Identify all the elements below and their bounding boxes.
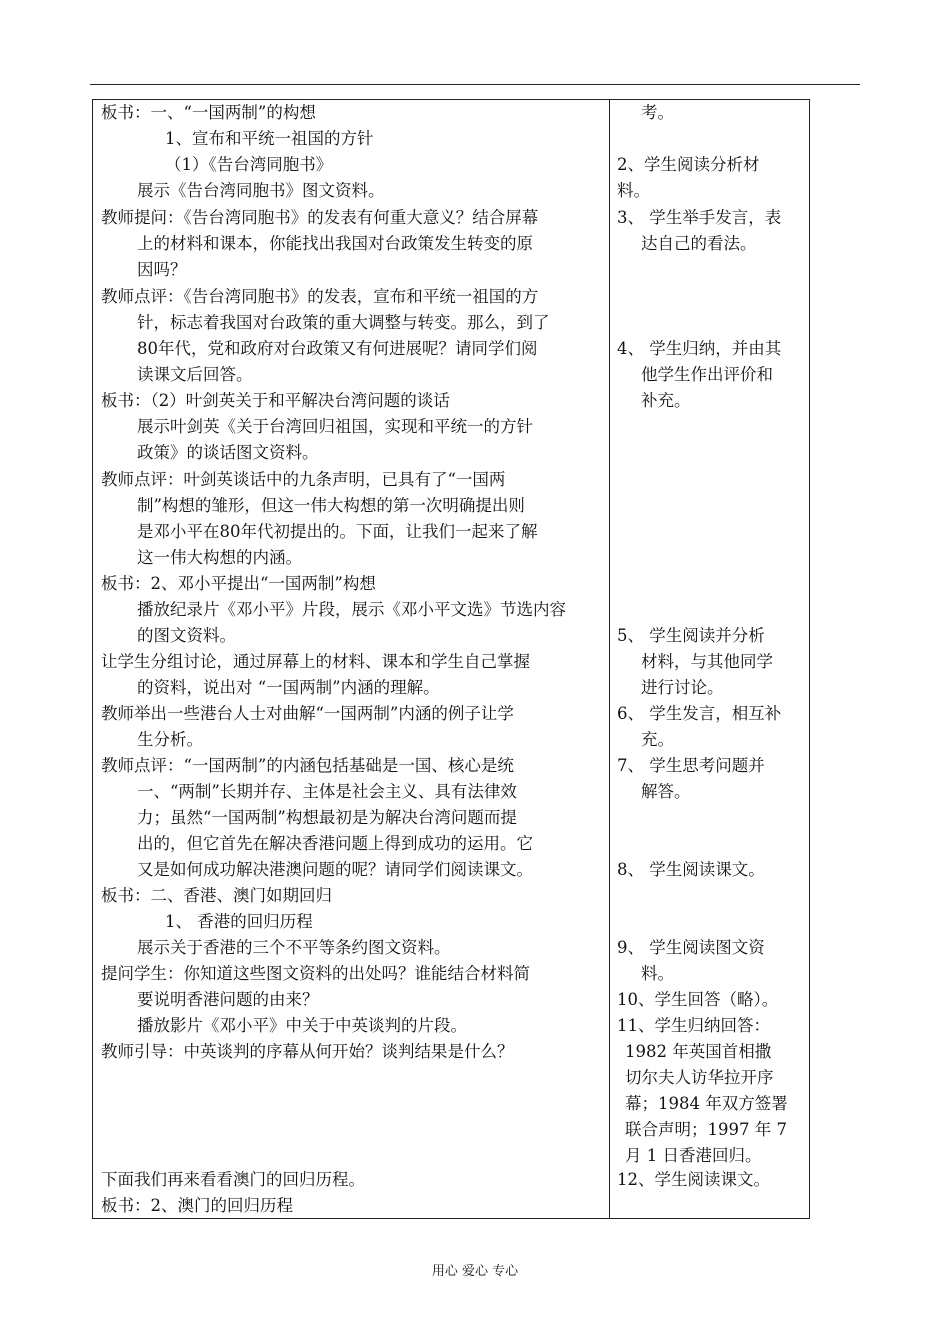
left-line: 1、 香港的回归历程 (165, 912, 313, 931)
right-line: 5、 学生阅读并分析 (617, 626, 765, 645)
right-line: 切尔夫人访华拉开序 (625, 1068, 774, 1087)
right-line: 他学生作出评价和 (641, 365, 773, 384)
right-line: 料。 (617, 181, 650, 200)
right-line: 11、学生归纳回答： (617, 1016, 770, 1035)
left-line: 板书：一、“一国两制”的构想 (101, 103, 316, 122)
right-line: 进行讨论。 (641, 678, 724, 697)
right-line: 补充。 (641, 391, 691, 410)
left-line: 教师点评：叶剑英谈话中的九条声明，已具有了“一国两 (101, 470, 506, 489)
column-divider (609, 100, 610, 1218)
left-line: 政策》的谈话图文资料。 (137, 443, 319, 462)
right-line: 考。 (641, 103, 674, 122)
right-line: 达自己的看法。 (641, 234, 757, 253)
left-line: 因吗？ (137, 260, 187, 279)
right-line: 10、学生回答（略）。 (617, 990, 779, 1009)
right-line: 料。 (641, 964, 674, 983)
page-footer: 用心 爱心 专心 (431, 1264, 519, 1279)
left-line: 针，标志着我国对台政策的重大调整与转变。那么，到了 (137, 313, 550, 332)
right-line: 充。 (641, 730, 674, 749)
left-line: 展示关于香港的三个不平等条约图文资料。 (137, 938, 451, 957)
right-line: 幕；1984 年双方签署 (625, 1094, 788, 1113)
left-line: 教师引导：中英谈判的序幕从何开始？谈判结果是什么？ (101, 1042, 514, 1061)
left-line: 制”构想的雏形，但这一伟大构想的第一次明确提出则 (137, 496, 525, 515)
lesson-plan-table (92, 99, 810, 1219)
right-line: 7、 学生思考问题并 (617, 756, 765, 775)
left-line: 力；虽然“一国两制”构想最初是为解决台湾问题而提 (137, 808, 517, 827)
left-line: 让学生分组讨论，通过屏幕上的材料、课本和学生自己掌握 (101, 652, 530, 671)
right-line: 解答。 (641, 782, 691, 801)
right-line: 3、 学生举手发言，表 (617, 208, 782, 227)
left-line: 播放纪录片《邓小平》片段，展示《邓小平文选》节选内容 (137, 600, 566, 619)
left-line: 板书：二、香港、澳门如期回归 (101, 886, 332, 905)
left-line: 展示《告台湾同胞书》图文资料。 (137, 181, 385, 200)
left-line: 1、宣布和平统一祖国的方针 (165, 129, 374, 148)
right-line: 8、 学生阅读课文。 (617, 860, 765, 879)
left-line: 的图文资料。 (137, 626, 236, 645)
left-line: 是邓小平在80年代初提出的。下面，让我们一起来了解 (137, 522, 538, 541)
left-line: 这一伟大构想的内涵。 (137, 548, 302, 567)
left-line: 教师提问：《告台湾同胞书》的发表有何重大意义？结合屏幕 (101, 208, 539, 227)
right-line: 12、学生阅读课文。 (617, 1170, 770, 1189)
left-line: 80年代，党和政府对台政策又有何进展呢？请同学们阅 (137, 339, 538, 358)
left-line: 展示叶剑英《关于台湾回归祖国，实现和平统一的方针 (137, 417, 533, 436)
header-rule (90, 84, 860, 85)
left-line: 读课文后回答。 (137, 365, 253, 384)
right-line: 9、 学生阅读图文资 (617, 938, 765, 957)
left-line: 教师点评：“一国两制”的内涵包括基础是一国、核心是统 (101, 756, 514, 775)
right-line: 4、 学生归纳，并由其 (617, 339, 782, 358)
left-line: 生分析。 (137, 730, 203, 749)
right-line: 月 1 日香港回归。 (625, 1146, 762, 1165)
left-line: 板书：（2）叶剑英关于和平解决台湾问题的谈话 (101, 391, 450, 410)
right-line: 1982 年英国首相撒 (625, 1042, 772, 1061)
left-line: 又是如何成功解决港澳问题的呢？请同学们阅读课文。 (137, 860, 533, 879)
right-line: 联合声明；1997 年 7 (625, 1120, 787, 1139)
right-line: 材料，与其他同学 (641, 652, 773, 671)
left-line: 下面我们再来看看澳门的回归历程。 (101, 1170, 365, 1189)
right-line: 6、 学生发言，相互补 (617, 704, 782, 723)
left-line: 教师点评：《告台湾同胞书》的发表，宣布和平统一祖国的方 (101, 287, 539, 306)
left-line: 上的材料和课本，你能找出我国对台政策发生转变的原 (137, 234, 533, 253)
left-line: 出的，但它首先在解决香港问题上得到成功的运用。它 (137, 834, 533, 853)
left-line: 提问学生：你知道这些图文资料的出处吗？谁能结合材料简 (101, 964, 530, 983)
left-line: 播放影片《邓小平》中关于中英谈判的片段。 (137, 1016, 467, 1035)
left-line: 一、“两制”长期并存、主体是社会主义、具有法律效 (137, 782, 517, 801)
left-line: 要说明香港问题的由来？ (137, 990, 319, 1009)
left-line: （1）《告台湾同胞书》 (165, 155, 333, 174)
left-line: 的资料，说出对 “一国两制”内涵的理解。 (137, 678, 440, 697)
left-line: 板书：2、邓小平提出“一国两制”构想 (101, 574, 376, 593)
left-line: 教师举出一些港台人士对曲解“一国两制”内涵的例子让学 (101, 704, 514, 723)
left-line: 板书：2、澳门的回归历程 (101, 1196, 293, 1215)
right-line: 2、学生阅读分析材 (617, 155, 760, 174)
